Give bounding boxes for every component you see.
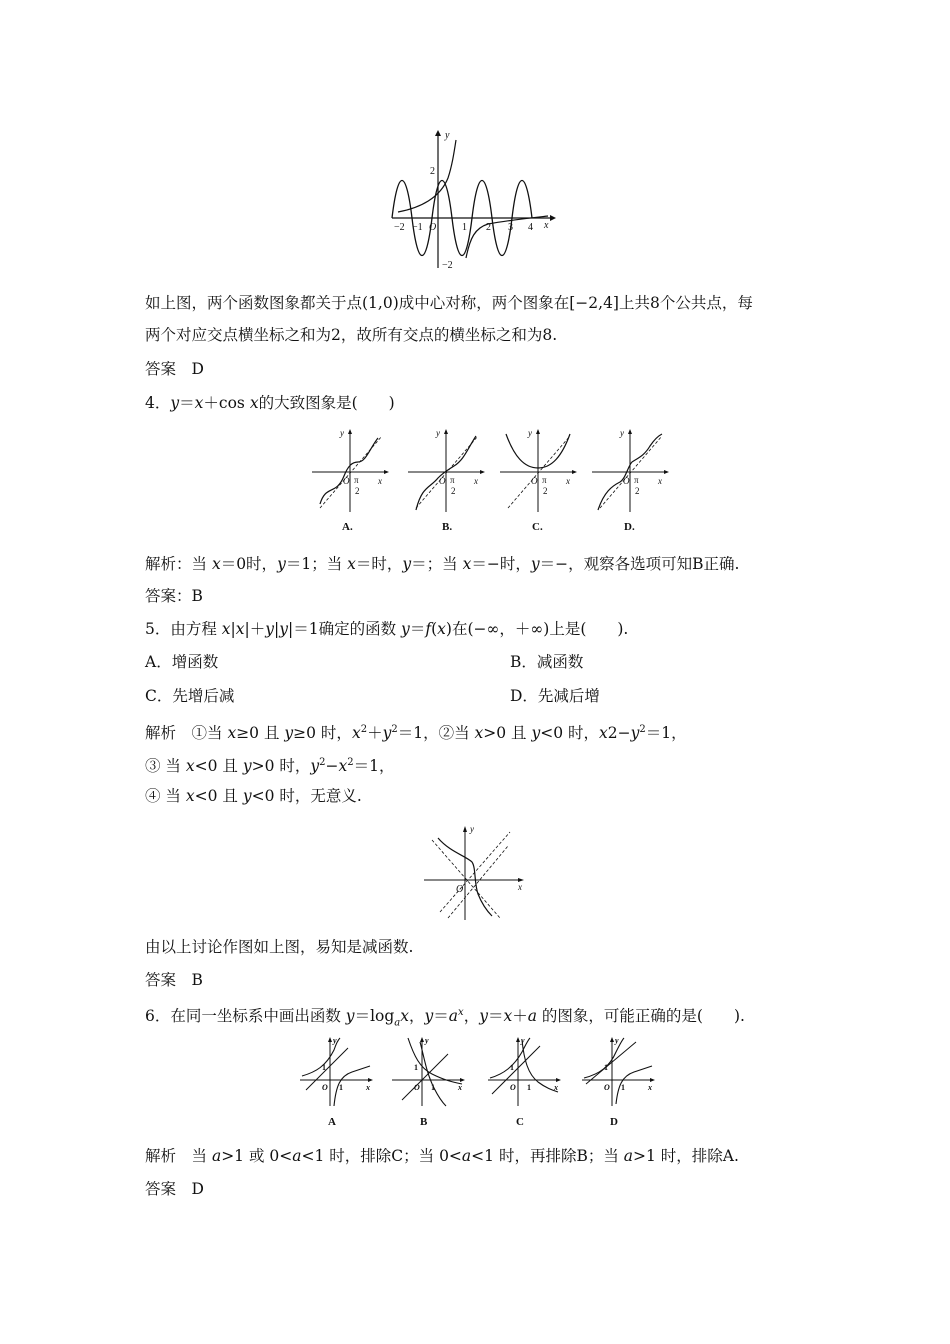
q4-caption-b: B. (442, 521, 453, 533)
solution-5-line1: 解析 ①当 x≥0 且 y≥0 时，$x^2+y^2=1$，②当 x>0 且 y<0 时，$x2-y^2=1$， (145, 724, 687, 743)
svg-text:1: 1 (414, 1063, 418, 1072)
q4-option-d-graph (592, 428, 669, 533)
svg-text:y: y (333, 1036, 337, 1045)
svg-text:x: x (474, 476, 478, 486)
svg-text:O: O (623, 476, 630, 486)
fig1-y-label: y (445, 130, 450, 141)
question-6: 6．在同一坐标系中画出函数 $y=\log_ax$，$y=a^x$，y＝x＋a 的图象，可能正确的是( ). (145, 1007, 745, 1029)
figure-symmetric-graphs (390, 128, 560, 273)
svg-text:O: O (414, 1083, 420, 1092)
q4-caption-d: D. (624, 521, 635, 533)
fig1-xtick: −1 (412, 222, 423, 233)
fig1-tick-neg2: −2 (442, 260, 453, 271)
answer-6: 答案 D (145, 1180, 204, 1198)
svg-text:O: O (604, 1083, 610, 1092)
solution-5-line2: ③ 当 x<0 且 y>0 时，$y^2-x^2=1$， (145, 757, 395, 776)
svg-text:1: 1 (527, 1083, 531, 1092)
figure-q5-graph (420, 822, 530, 922)
q6-caption-a: A (328, 1116, 336, 1128)
svg-text:y: y (470, 824, 474, 834)
svg-text:1: 1 (431, 1083, 435, 1092)
fig1-xtick: 1 (462, 222, 467, 233)
question-4: 4．y＝x＋cos x的大致图象是( ) (145, 394, 395, 412)
fig1-xtick: 3 (508, 222, 513, 233)
q6-option-d-graph (582, 1036, 655, 1128)
q6-option-c-graph (488, 1036, 561, 1128)
svg-text:π: π (450, 475, 455, 485)
fig1-origin: O (429, 222, 437, 233)
q6-caption-c: C (516, 1116, 524, 1128)
svg-text:π: π (542, 475, 547, 485)
fig1-xtick: −2 (394, 222, 405, 233)
fig1-xtick: 4 (528, 222, 533, 233)
svg-text:y: y (425, 1036, 429, 1045)
svg-text:x: x (648, 1083, 652, 1092)
svg-text:x: x (458, 1083, 462, 1092)
svg-text:y: y (620, 428, 624, 438)
q4-option-b-graph (408, 428, 485, 533)
answer-5: 答案 B (145, 971, 203, 989)
q5-option-b: B．减函数 (510, 653, 584, 671)
svg-text:x: x (658, 476, 662, 486)
q4-option-c-graph (500, 428, 577, 533)
paragraph-symmetry-line1: 如上图，两个函数图象都关于点(1,0)成中心对称，两个图象在[−2,4]上共8个公共点，每 (145, 294, 753, 312)
q5-option-c: C．先增后减 (145, 687, 235, 705)
svg-text:O: O (439, 476, 446, 486)
svg-text:x: x (366, 1083, 370, 1092)
answer-3: 答案 D (145, 360, 204, 378)
svg-text:1: 1 (510, 1063, 514, 1072)
paragraph-q5-conclusion: 由以上讨论作图如上图，易知是减函数. (145, 938, 414, 956)
q6-option-a-graph (300, 1036, 373, 1128)
question-5: 5．由方程 x|x|＋y|y|＝1确定的函数 y＝f(x)在(−∞，＋∞)上是( ). (145, 620, 629, 638)
solution-5-line3: ④ 当 x<0 且 y<0 时，无意义. (145, 787, 362, 805)
q5-option-d: D．先减后增 (510, 687, 600, 705)
figure-q4-options (312, 426, 682, 538)
q4-caption-c: C. (532, 521, 543, 533)
q5-option-a: A．增函数 (145, 653, 219, 671)
svg-text:2: 2 (451, 486, 456, 496)
q4-option-a-graph (312, 428, 389, 533)
svg-text:1: 1 (339, 1083, 343, 1092)
svg-text:O: O (531, 476, 538, 486)
fig1-tick-2: 2 (430, 166, 435, 177)
svg-text:x: x (554, 1083, 558, 1092)
svg-text:π: π (634, 475, 639, 485)
svg-text:2: 2 (543, 486, 548, 496)
svg-text:O: O (343, 476, 350, 486)
svg-text:y: y (528, 428, 532, 438)
q6-caption-b: B (420, 1116, 428, 1128)
svg-text:O: O (322, 1083, 328, 1092)
fig1-x-label: x (544, 220, 549, 231)
svg-text:1: 1 (621, 1083, 625, 1092)
svg-text:x: x (518, 882, 522, 892)
q6-caption-d: D (610, 1116, 618, 1128)
svg-text:π: π (354, 475, 359, 485)
svg-text:2: 2 (635, 486, 640, 496)
svg-text:1: 1 (604, 1063, 608, 1072)
q4-caption-a: A. (342, 521, 353, 533)
figure-q6-options (300, 1036, 670, 1130)
svg-text:x: x (566, 476, 570, 486)
paragraph-symmetry-line2: 两个对应交点横坐标之和为2，故所有交点的横坐标之和为8. (145, 326, 558, 344)
svg-text:y: y (521, 1036, 525, 1045)
svg-text:y: y (340, 428, 344, 438)
svg-text:O: O (456, 884, 464, 895)
solution-4: 解析：当 x＝0时，y＝1；当 x＝时，y＝；当 x＝−时，y＝−，观察各选项可知B正确. (145, 555, 740, 573)
svg-text:y: y (436, 428, 440, 438)
svg-text:x: x (378, 476, 382, 486)
q6-option-b-graph (392, 1036, 465, 1128)
solution-6: 解析 当 a>1 或 0<a<1 时，排除C；当 0<a<1 时，再排除B；当 a>1 时，排除A. (145, 1147, 739, 1165)
answer-4: 答案：B (145, 587, 203, 605)
fig1-xtick: 2 (486, 222, 491, 233)
svg-text:O: O (510, 1083, 516, 1092)
svg-text:y: y (615, 1036, 619, 1045)
svg-text:1: 1 (322, 1063, 326, 1072)
svg-text:2: 2 (355, 486, 360, 496)
